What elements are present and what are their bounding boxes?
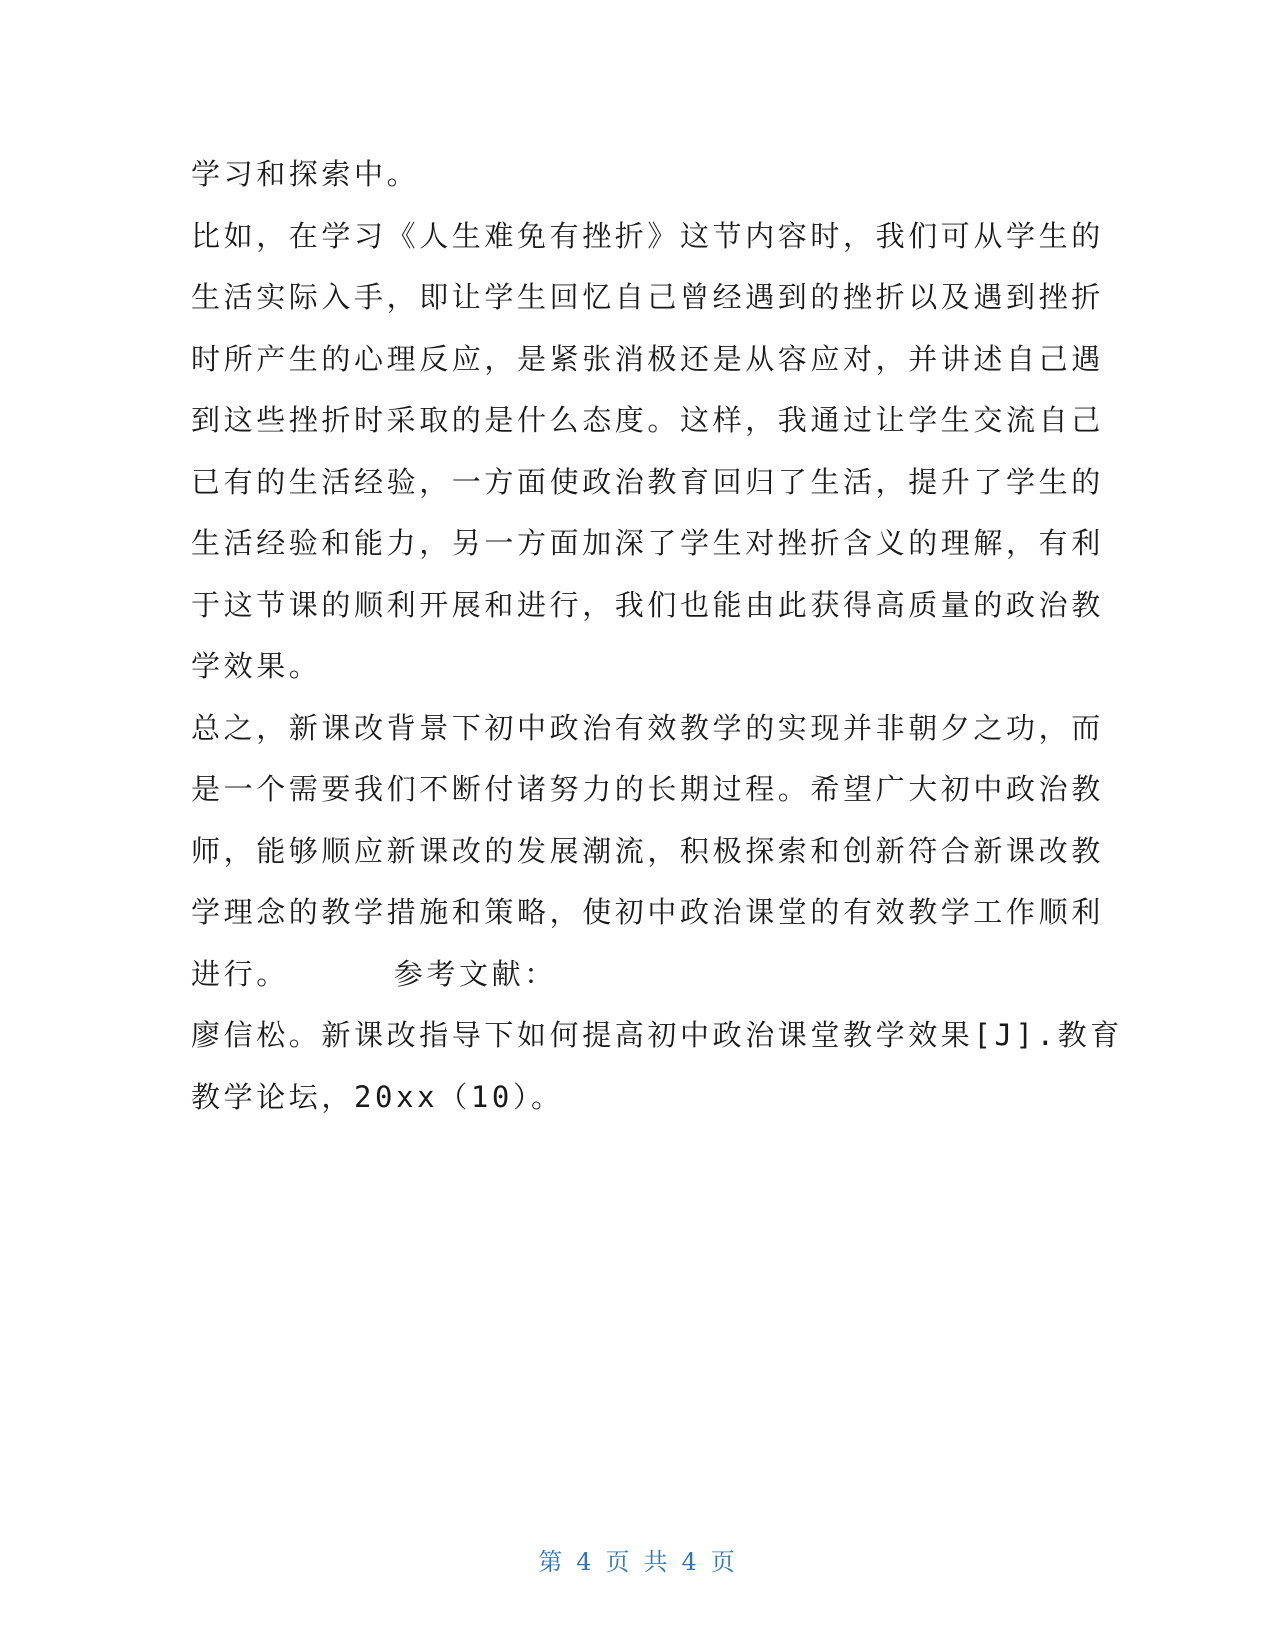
paragraph-line: 时所产生的心理反应，是紧张消极还是从容应对，并讲述自己遇 bbox=[191, 341, 1104, 376]
paragraph-line: 总之，新课改背景下初中政治有效教学的实现并非朝夕之功，而 bbox=[191, 710, 1104, 745]
paragraph-line: 到这些挫折时采取的是什么态度。这样，我通过让学生交流自己 bbox=[191, 403, 1104, 437]
paragraph-line: 师，能够顺应新课改的发展潮流，积极探索和创新符合新课改教 bbox=[191, 833, 1104, 868]
paragraph-line-with-references-heading bbox=[191, 944, 1071, 1006]
footer-prefix: 第 bbox=[538, 1548, 565, 1576]
footer-page-word: 页 bbox=[605, 1548, 632, 1576]
paragraph-line: 学理念的教学措施和策略，使初中政治课堂的有效教学工作顺利 bbox=[191, 895, 1104, 929]
paragraph-line: 已有的生活经验，一方面使政治教育回归了生活，提升了学生的 bbox=[191, 464, 1104, 499]
paragraph-line: 学效果。 bbox=[191, 649, 322, 683]
paragraph-line: 学习和探索中。 bbox=[191, 157, 420, 191]
reference-line: 教学论坛，20xx（10）。 bbox=[191, 1079, 564, 1114]
document-body bbox=[191, 144, 1123, 1128]
last-paragraph-text: 进行。 bbox=[191, 956, 289, 991]
footer-suffix: 页 bbox=[710, 1548, 737, 1576]
paragraph-line: 比如，在学习《人生难免有挫折》这节内容时，我们可从学生的 bbox=[191, 218, 1104, 253]
paragraph-line: 生活实际入手，即让学生回忆自己曾经遇到的挫折以及遇到挫折 bbox=[191, 280, 1104, 314]
paragraph-line: 是一个需要我们不断付诸努力的长期过程。希望广大初中政治教 bbox=[191, 772, 1104, 806]
footer-total-pages: 4 bbox=[681, 1548, 699, 1576]
page-footer bbox=[0, 1542, 1275, 1577]
references-heading: 参考文献： bbox=[393, 956, 557, 991]
footer-current-page: 4 bbox=[576, 1548, 594, 1576]
footer-total-prefix: 共 bbox=[643, 1548, 670, 1576]
paragraph-line: 于这节课的顺利开展和进行，我们也能由此获得高质量的政治教 bbox=[191, 587, 1104, 622]
reference-line: 廖信松。新课改指导下如何提高初中政治课堂教学效果[J].教育 bbox=[191, 1018, 1123, 1052]
paragraph-line: 生活经验和能力，另一方面加深了学生对挫折含义的理解，有利 bbox=[191, 526, 1104, 560]
